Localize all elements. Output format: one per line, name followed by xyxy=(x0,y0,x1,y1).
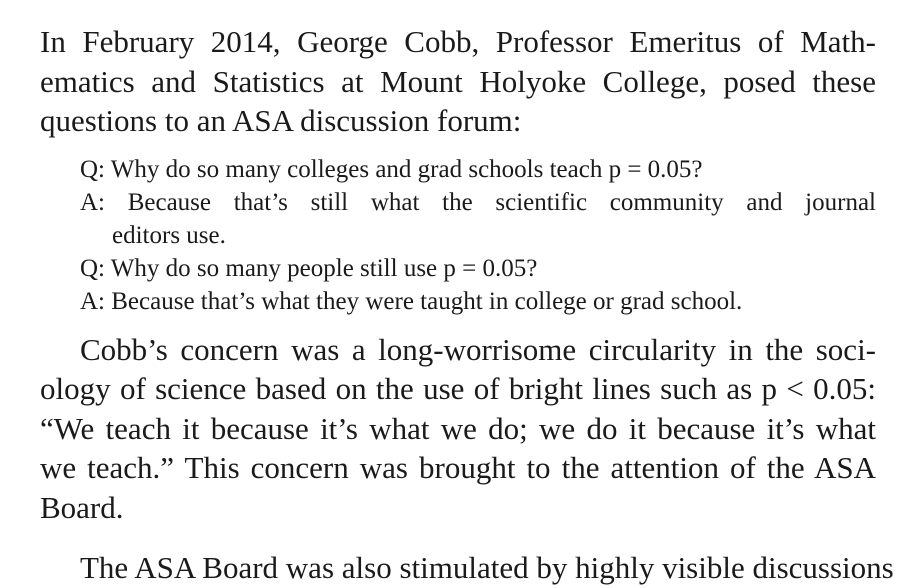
truncated-next-paragraph xyxy=(40,548,894,585)
answer-2: A: Because that’s what they were taught in college or grad school. xyxy=(80,287,743,315)
text-line: “We teach it because it’s what we do; we do it because it’s what xyxy=(40,410,876,446)
text-line: ematics and Statistics at Mount Holyoke College, posed these xyxy=(40,63,876,99)
text-line: ology of science based on the use of bright lines such as p < 0.05: xyxy=(40,371,876,406)
page-content xyxy=(40,22,876,527)
question-2: Q: Why do so many people still use p = 0.05? xyxy=(80,254,538,282)
text-line-cut-off: The ASA Board was also stimulated by highly visible discussions xyxy=(80,550,894,585)
answer-1-line-2: editors use. xyxy=(112,221,226,249)
paragraph-intro xyxy=(40,22,876,141)
question-1: Q: Why do so many colleges and grad schools teach p = 0.05? xyxy=(80,155,703,183)
text-line: Cobb’s concern was a long-worrisome circularity in the soci- xyxy=(80,331,876,367)
answer-1-line-1: A: Because that’s still what the scientific community and journal xyxy=(80,188,876,216)
text-line: In February 2014, George Cobb, Professor Emeritus of Math- xyxy=(40,24,876,59)
paragraph-cobb-concern xyxy=(40,330,876,528)
text-line: Board. xyxy=(40,489,124,525)
text-line: questions to an ASA discussion forum: xyxy=(40,103,522,138)
text-line: we teach.” This concern was brought to the attention of the ASA xyxy=(40,450,876,485)
block-quote xyxy=(80,153,876,318)
